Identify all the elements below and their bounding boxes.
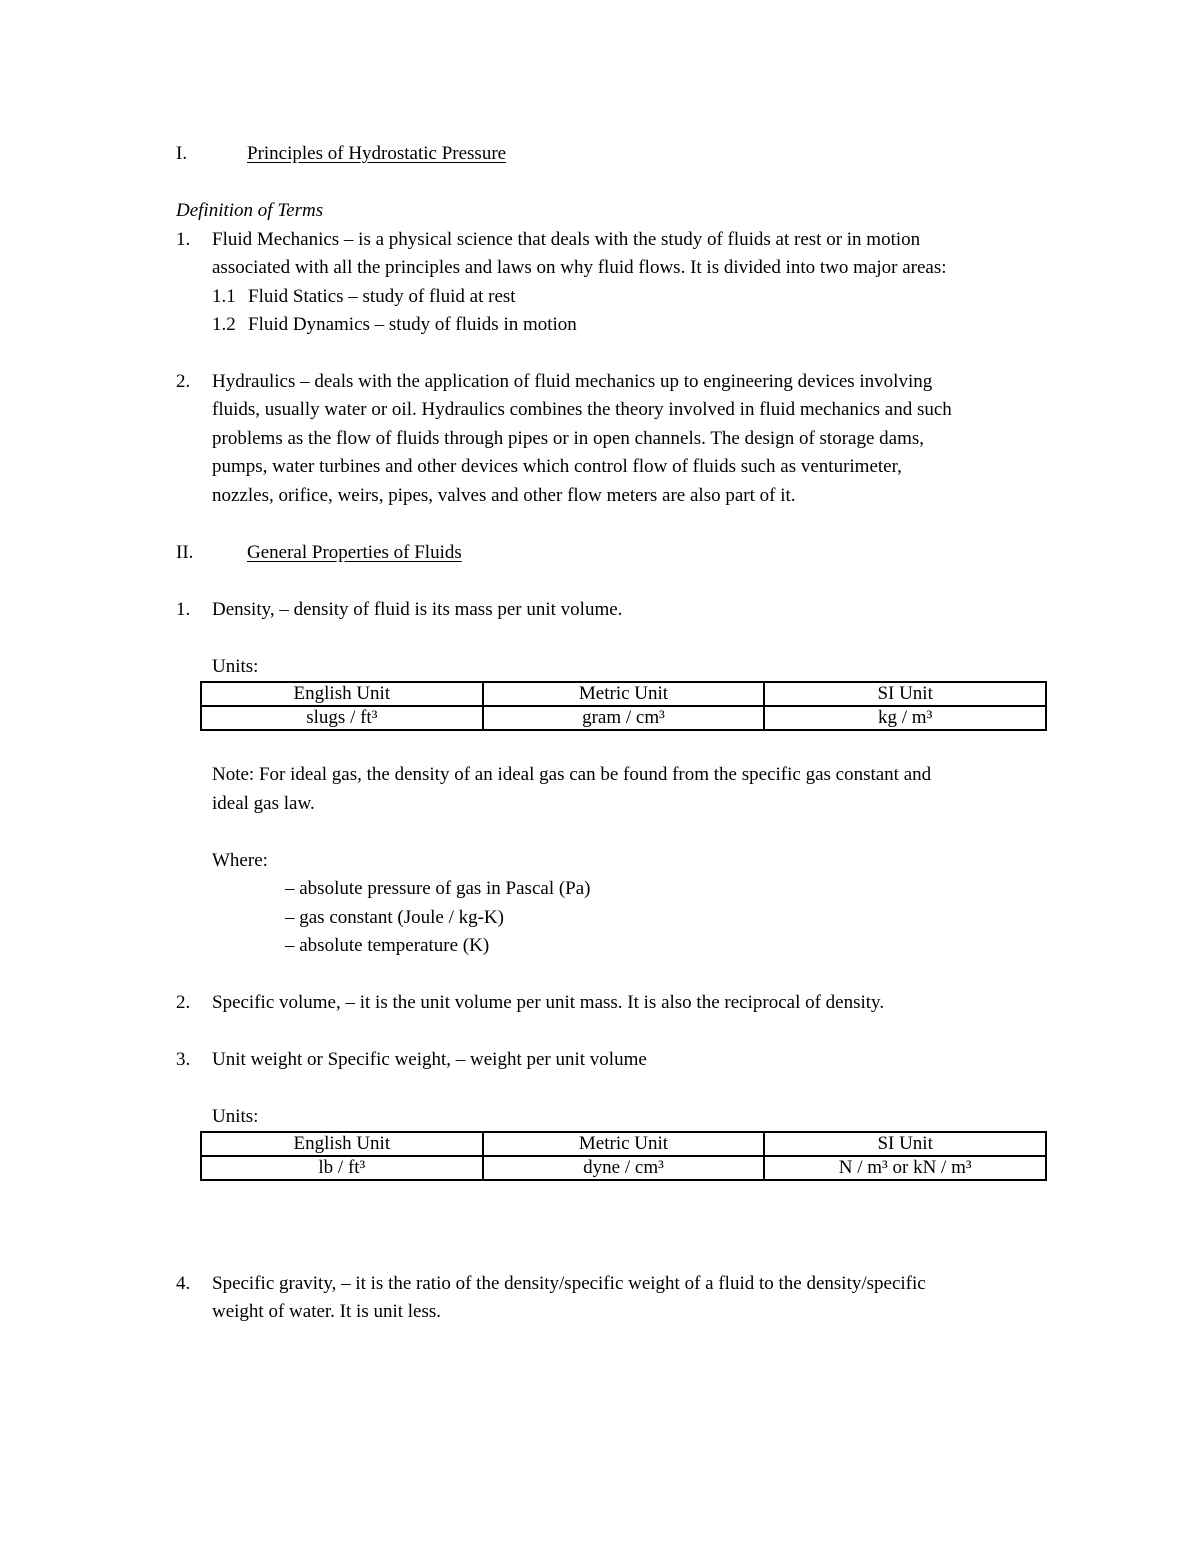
specific-volume-number: 2. bbox=[176, 992, 191, 1013]
table-header-row bbox=[201, 1132, 1046, 1156]
where-item-temperature: – absolute temperature (K) bbox=[285, 935, 490, 956]
table-header-cell: English Unit bbox=[201, 1132, 483, 1156]
density-units-table bbox=[200, 681, 1047, 731]
table-cell: N / m³ or kN / m³ bbox=[764, 1156, 1046, 1180]
subitem-1-1-number: 1.1 bbox=[212, 286, 236, 307]
item-2-number: 2. bbox=[176, 371, 191, 392]
item-1-line-1: Fluid Mechanics – is a physical science that deals with the study of fluids at rest or in motion bbox=[212, 229, 921, 250]
table-header-cell: Metric Unit bbox=[483, 1132, 765, 1156]
section-1-numeral: I. bbox=[176, 143, 188, 164]
specific-gravity-number: 4. bbox=[176, 1273, 191, 1294]
section-1-title: Principles of Hydrostatic Pressure bbox=[247, 143, 507, 164]
where-item-pressure: – absolute pressure of gas in Pascal (Pa) bbox=[285, 878, 591, 899]
table-cell: slugs / ft³ bbox=[201, 706, 483, 730]
units-label-1: Units: bbox=[212, 656, 259, 677]
specific-volume-text: Specific volume, – it is the unit volume per unit mass. It is also the reciprocal of density. bbox=[212, 992, 885, 1013]
density-number: 1. bbox=[176, 599, 191, 620]
item-1-number: 1. bbox=[176, 229, 191, 250]
specific-gravity-line-2: weight of water. It is unit less. bbox=[212, 1301, 442, 1322]
table-cell: lb / ft³ bbox=[201, 1156, 483, 1180]
unit-weight-units-table bbox=[200, 1131, 1047, 1181]
where-item-gas-constant: – gas constant (Joule / kg-K) bbox=[285, 907, 504, 928]
table-header-row bbox=[201, 682, 1046, 706]
table-row bbox=[201, 706, 1046, 730]
table-cell: kg / m³ bbox=[764, 706, 1046, 730]
item-2-line-1: Hydraulics – deals with the application of fluid mechanics up to engineering devices involving bbox=[212, 371, 933, 392]
table-cell: dyne / cm³ bbox=[483, 1156, 765, 1180]
table-row bbox=[201, 1156, 1046, 1180]
subitem-1-2-text: Fluid Dynamics – study of fluids in motion bbox=[248, 314, 577, 335]
unit-weight-number: 3. bbox=[176, 1049, 191, 1070]
item-2-line-5: nozzles, orifice, weirs, pipes, valves and other flow meters are also part of it. bbox=[212, 485, 796, 506]
where-label: Where: bbox=[212, 850, 268, 871]
table-header-cell: English Unit bbox=[201, 682, 483, 706]
note-line-2: ideal gas law. bbox=[212, 793, 315, 814]
table-header-cell: SI Unit bbox=[764, 682, 1046, 706]
section-2-title: General Properties of Fluids bbox=[247, 542, 462, 563]
item-2-line-3: problems as the flow of fluids through pipes or in open channels. The design of storage dams, bbox=[212, 428, 925, 449]
table-cell: gram / cm³ bbox=[483, 706, 765, 730]
density-text: Density, – density of fluid is its mass per unit volume. bbox=[212, 599, 623, 620]
item-2-line-2: fluids, usually water or oil. Hydraulics combines the theory involved in fluid mechanics and such bbox=[212, 399, 952, 420]
section-2-numeral: II. bbox=[176, 542, 194, 563]
units-label-2: Units: bbox=[212, 1106, 259, 1127]
item-1-line-2: associated with all the principles and laws on why fluid flows. It is divided into two major areas: bbox=[212, 257, 947, 278]
table-header-cell: SI Unit bbox=[764, 1132, 1046, 1156]
item-2-line-4: pumps, water turbines and other devices which control flow of fluids such as venturimeter, bbox=[212, 456, 902, 477]
table-header-cell: Metric Unit bbox=[483, 682, 765, 706]
definition-heading: Definition of Terms bbox=[176, 200, 324, 221]
note-line-1: Note: For ideal gas, the density of an ideal gas can be found from the specific gas constant and bbox=[212, 764, 932, 785]
subitem-1-2-number: 1.2 bbox=[212, 314, 236, 335]
unit-weight-text: Unit weight or Specific weight, – weight per unit volume bbox=[212, 1049, 647, 1070]
specific-gravity-line-1: Specific gravity, – it is the ratio of the density/specific weight of a fluid to the density/specific bbox=[212, 1273, 926, 1294]
subitem-1-1-text: Fluid Statics – study of fluid at rest bbox=[248, 286, 516, 307]
